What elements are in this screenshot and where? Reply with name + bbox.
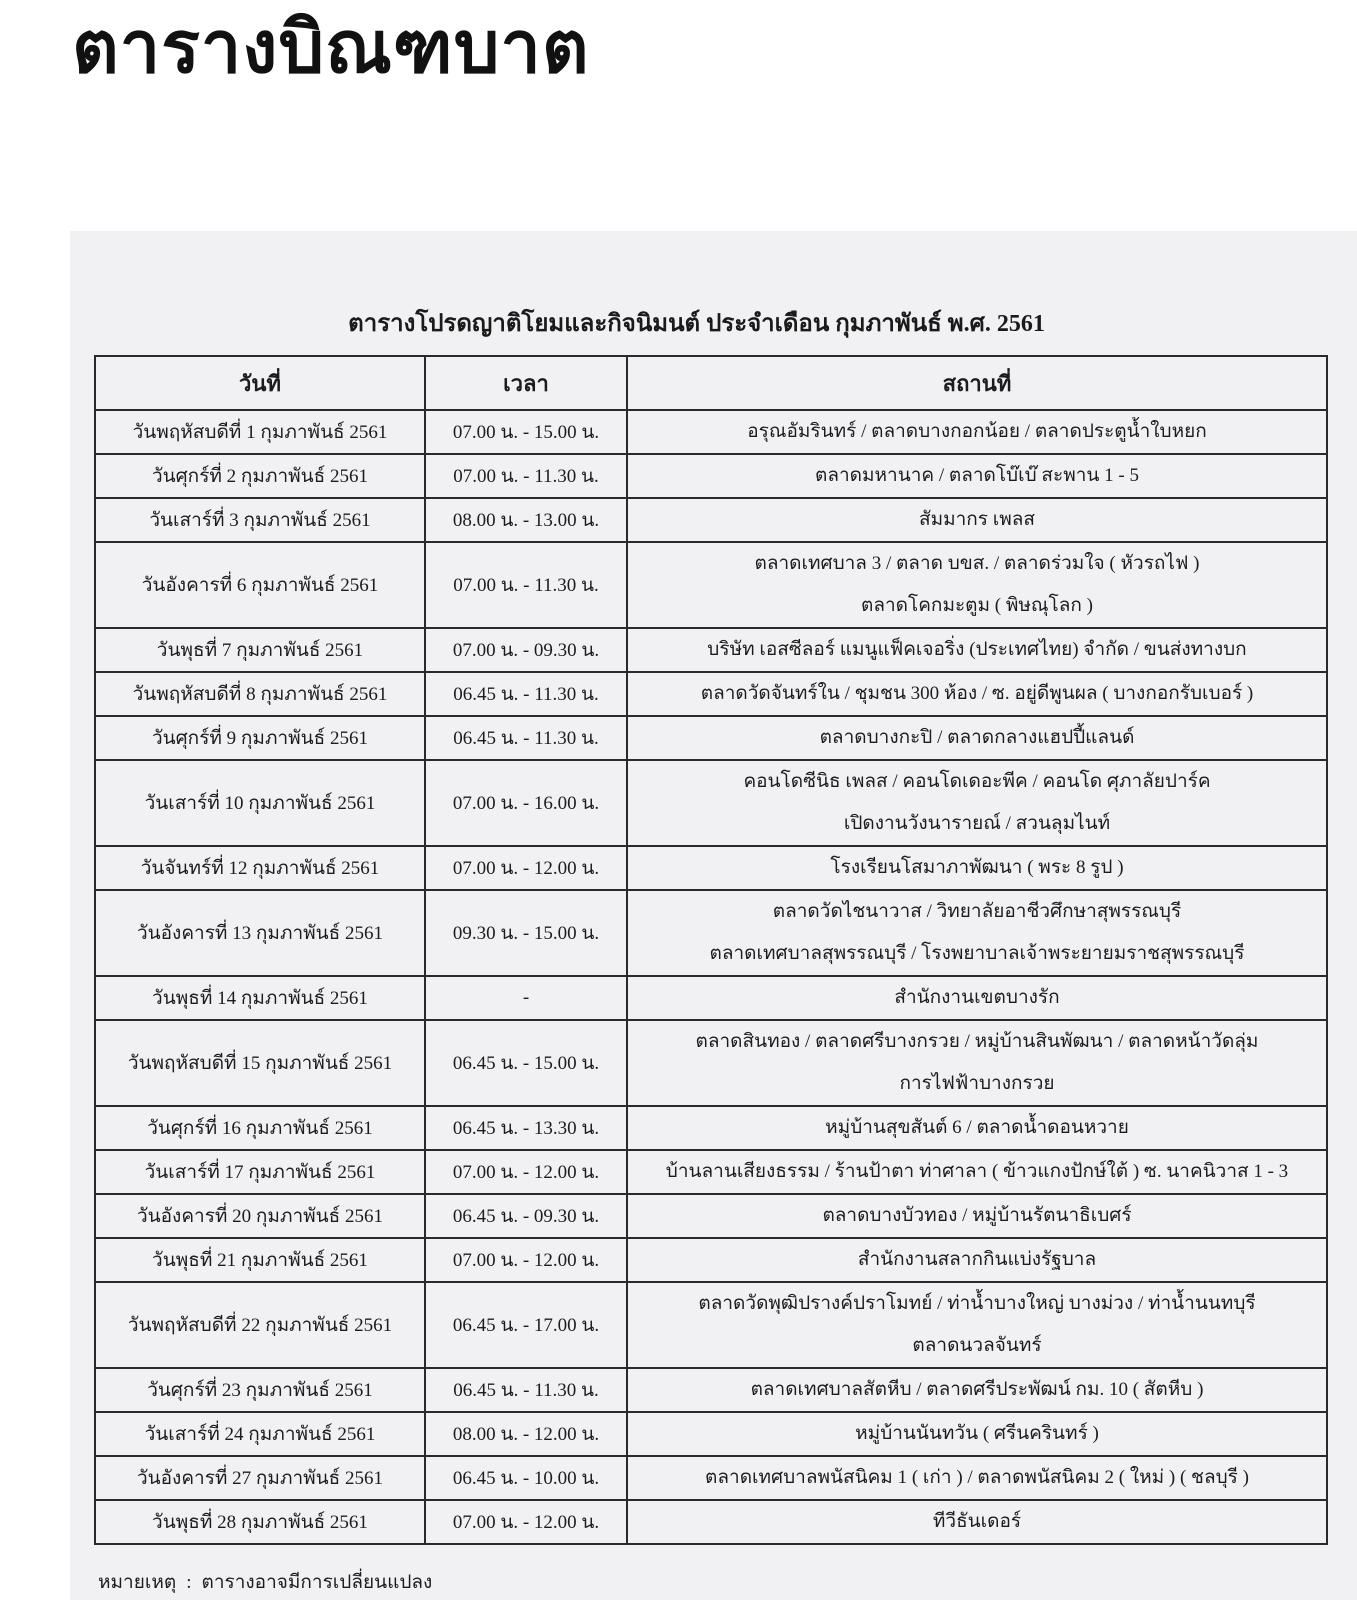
table-row: [95, 454, 1327, 498]
row-time: 07.00 น. - 11.30 น.: [425, 454, 627, 498]
row-place: [627, 498, 1327, 542]
document-heading: ตารางโปรดญาติโยมและกิจนิมนต์ ประจำเดือน กุมภาพันธ์ พ.ศ. 2561: [348, 311, 1045, 337]
row-time: 07.00 น. - 11.30 น.: [425, 542, 627, 628]
row-place: [627, 846, 1327, 890]
place-line: หมู่บ้านสุขสันต์ 6 / ตลาดน้ำดอนหวาย: [825, 1117, 1129, 1138]
row-date: วันอังคารที่ 6 กุมภาพันธ์ 2561: [95, 542, 425, 628]
footnote: [98, 1567, 432, 1597]
table-row: [95, 760, 1327, 846]
row-place: [627, 1456, 1327, 1500]
row-time: 08.00 น. - 13.00 น.: [425, 498, 627, 542]
table-row: [95, 1282, 1327, 1368]
row-time: 07.00 น. - 16.00 น.: [425, 760, 627, 846]
row-date: วันศุกร์ที่ 23 กุมภาพันธ์ 2561: [95, 1368, 425, 1412]
place-line: โรงเรียนโสมาภาพัฒนา ( พระ 8 รูป ): [830, 857, 1124, 878]
row-time: 08.00 น. - 12.00 น.: [425, 1412, 627, 1456]
row-place: [627, 1282, 1327, 1368]
place-line: ทีวีธันเดอร์: [932, 1511, 1022, 1532]
row-date: วันพฤหัสบดีที่ 22 กุมภาพันธ์ 2561: [95, 1282, 425, 1368]
row-time: 09.30 น. - 15.00 น.: [425, 890, 627, 976]
table-row: [95, 890, 1327, 976]
row-date: วันศุกร์ที่ 2 กุมภาพันธ์ 2561: [95, 454, 425, 498]
note-separator: :: [186, 1572, 192, 1593]
row-place: [627, 454, 1327, 498]
place-line: ตลาดโคกมะตูม ( พิษณุโลก ): [861, 595, 1093, 616]
table-row: [95, 1238, 1327, 1282]
row-time: 06.45 น. - 09.30 น.: [425, 1194, 627, 1238]
row-place: [627, 1238, 1327, 1282]
place-line: สำนักงานสลากกินแบ่งรัฐบาล: [857, 1249, 1097, 1270]
row-date: วันพุธที่ 7 กุมภาพันธ์ 2561: [95, 628, 425, 672]
row-place: [627, 1194, 1327, 1238]
row-time: 07.00 น. - 12.00 น.: [425, 846, 627, 890]
row-date: วันเสาร์ที่ 10 กุมภาพันธ์ 2561: [95, 760, 425, 846]
place-line: สำนักงานเขตบางรัก: [894, 987, 1060, 1008]
place-line: บ้านลานเสียงธรรม / ร้านป้าตา ท่าศาลา ( ข้าวแกงปักษ์ใต้ ) ซ. นาคนิวาส 1 - 3: [665, 1161, 1289, 1182]
table-row: [95, 846, 1327, 890]
note-text: ตารางอาจมีการเปลี่ยนแปลง: [201, 1572, 433, 1593]
row-date: วันพุธที่ 14 กุมภาพันธ์ 2561: [95, 976, 425, 1020]
row-date: วันพุธที่ 21 กุมภาพันธ์ 2561: [95, 1238, 425, 1282]
column-header-date: วันที่: [95, 356, 425, 410]
row-time: 07.00 น. - 09.30 น.: [425, 628, 627, 672]
table-row: [95, 542, 1327, 628]
table-row: [95, 1020, 1327, 1106]
row-date: วันพฤหัสบดีที่ 1 กุมภาพันธ์ 2561: [95, 410, 425, 454]
row-place: [627, 976, 1327, 1020]
row-place: [627, 890, 1327, 976]
table-row: [95, 1150, 1327, 1194]
place-line: ตลาดบางกะปิ / ตลาดกลางแฮปปี้แลนด์: [819, 727, 1135, 748]
row-time: 06.45 น. - 17.00 น.: [425, 1282, 627, 1368]
note-label: หมายเหตุ: [98, 1572, 177, 1593]
column-header-place: สถานที่: [627, 356, 1327, 410]
row-place: [627, 1150, 1327, 1194]
row-place: [627, 760, 1327, 846]
place-line: หมู่บ้านนันทวัน ( ศรีนครินทร์ ): [855, 1423, 1099, 1444]
place-line: ตลาดวัดไชนาวาส / วิทยาลัยอาชีวศึกษาสุพรรณบุรี: [772, 901, 1182, 922]
row-time: 06.45 น. - 11.30 น.: [425, 672, 627, 716]
row-date: วันพฤหัสบดีที่ 15 กุมภาพันธ์ 2561: [95, 1020, 425, 1106]
page-title: ตารางบิณฑบาต: [72, 5, 590, 89]
place-line: ตลาดนวลจันทร์: [912, 1335, 1042, 1356]
row-place: [627, 1412, 1327, 1456]
place-line: ตลาดเทศบาล 3 / ตลาด บขส. / ตลาดร่วมใจ ( หัวรถไฟ ): [754, 553, 1200, 574]
place-line: ตลาดวัดพุฒิปรางค์ปราโมทย์ / ท่าน้ำบางใหญ่ บางม่วง / ท่าน้ำนนทบุรี: [698, 1293, 1256, 1314]
row-place: [627, 628, 1327, 672]
row-time: 06.45 น. - 13.30 น.: [425, 1106, 627, 1150]
row-time: 07.00 น. - 12.00 น.: [425, 1500, 627, 1544]
schedule-body: [95, 410, 1327, 1544]
row-time: 07.00 น. - 12.00 น.: [425, 1238, 627, 1282]
table-row: [95, 1456, 1327, 1500]
row-time: -: [425, 976, 627, 1020]
row-date: วันพุธที่ 28 กุมภาพันธ์ 2561: [95, 1500, 425, 1544]
row-place: [627, 1368, 1327, 1412]
table-row: [95, 1368, 1327, 1412]
row-date: วันอังคารที่ 13 กุมภาพันธ์ 2561: [95, 890, 425, 976]
place-line: บริษัท เอสซีลอร์ แมนูแฟ็คเจอริ่ง (ประเทศไทย) จำกัด / ขนส่งทางบก: [707, 639, 1247, 660]
place-line: ตลาดเทศบาลสุพรรณบุรี / โรงพยาบาลเจ้าพระยายมราชสุพรรณบุรี: [709, 943, 1245, 964]
table-row: [95, 410, 1327, 454]
table-header-row: [95, 356, 1327, 410]
place-line: ตลาดบางบัวทอง / หมู่บ้านรัตนาธิเบศร์: [822, 1205, 1132, 1226]
row-place: [627, 672, 1327, 716]
row-time: 07.00 น. - 15.00 น.: [425, 410, 627, 454]
table-row: [95, 498, 1327, 542]
row-date: วันพฤหัสบดีที่ 8 กุมภาพันธ์ 2561: [95, 672, 425, 716]
row-date: วันเสาร์ที่ 24 กุมภาพันธ์ 2561: [95, 1412, 425, 1456]
row-date: วันศุกร์ที่ 16 กุมภาพันธ์ 2561: [95, 1106, 425, 1150]
row-place: [627, 1500, 1327, 1544]
row-place: [627, 1106, 1327, 1150]
table-row: [95, 1194, 1327, 1238]
row-date: วันเสาร์ที่ 3 กุมภาพันธ์ 2561: [95, 498, 425, 542]
table-row: [95, 1106, 1327, 1150]
row-place: [627, 410, 1327, 454]
column-header-time: เวลา: [425, 356, 627, 410]
place-line: ตลาดเทศบาลพนัสนิคม 1 ( เก่า ) / ตลาดพนัสนิคม 2 ( ใหม่ ) ( ชลบุรี ): [705, 1467, 1249, 1488]
table-row: [95, 976, 1327, 1020]
row-date: วันอังคารที่ 27 กุมภาพันธ์ 2561: [95, 1456, 425, 1500]
table-row: [95, 672, 1327, 716]
row-place: [627, 716, 1327, 760]
table-row: [95, 628, 1327, 672]
row-date: วันจันทร์ที่ 12 กุมภาพันธ์ 2561: [95, 846, 425, 890]
row-time: 06.45 น. - 10.00 น.: [425, 1456, 627, 1500]
row-place: [627, 1020, 1327, 1106]
place-line: เปิดงานวังนารายณ์ / สวนลุมไนท์: [843, 813, 1111, 834]
place-line: การไฟฟ้าบางกรวย: [899, 1073, 1055, 1094]
row-time: 06.45 น. - 15.00 น.: [425, 1020, 627, 1106]
row-time: 06.45 น. - 11.30 น.: [425, 716, 627, 760]
place-line: คอนโดซีนิธ เพลส / คอนโดเดอะพีค / คอนโด ศุภาลัยปาร์ค: [743, 771, 1211, 792]
table-row: [95, 1500, 1327, 1544]
schedule-table: [94, 355, 1328, 1545]
place-line: อรุณอัมรินทร์ / ตลาดบางกอกน้อย / ตลาดประตูน้ำใบหยก: [747, 421, 1207, 442]
schedule-document: [70, 231, 1357, 1600]
row-time: 06.45 น. - 11.30 น.: [425, 1368, 627, 1412]
place-line: สัมมากร เพลส: [918, 509, 1036, 530]
place-line: ตลาดมหานาค / ตลาดโบ๊เบ๊ สะพาน 1 - 5: [815, 465, 1139, 486]
table-row: [95, 716, 1327, 760]
row-place: [627, 542, 1327, 628]
row-date: วันศุกร์ที่ 9 กุมภาพันธ์ 2561: [95, 716, 425, 760]
table-row: [95, 1412, 1327, 1456]
row-date: วันเสาร์ที่ 17 กุมภาพันธ์ 2561: [95, 1150, 425, 1194]
place-line: ตลาดเทศบาลสัตหีบ / ตลาดศรีประพัฒน์ กม. 10 ( สัตหีบ ): [750, 1379, 1204, 1400]
row-date: วันอังคารที่ 20 กุมภาพันธ์ 2561: [95, 1194, 425, 1238]
place-line: ตลาดสินทอง / ตลาดศรีบางกรวย / หมู่บ้านสินพัฒนา / ตลาดหน้าวัดลุ่ม: [695, 1031, 1259, 1052]
place-line: ตลาดวัดจันทร์ใน / ชุมชน 300 ห้อง / ซ. อยู่ดีพูนผล ( บางกอกรับเบอร์ ): [700, 683, 1254, 704]
row-time: 07.00 น. - 12.00 น.: [425, 1150, 627, 1194]
